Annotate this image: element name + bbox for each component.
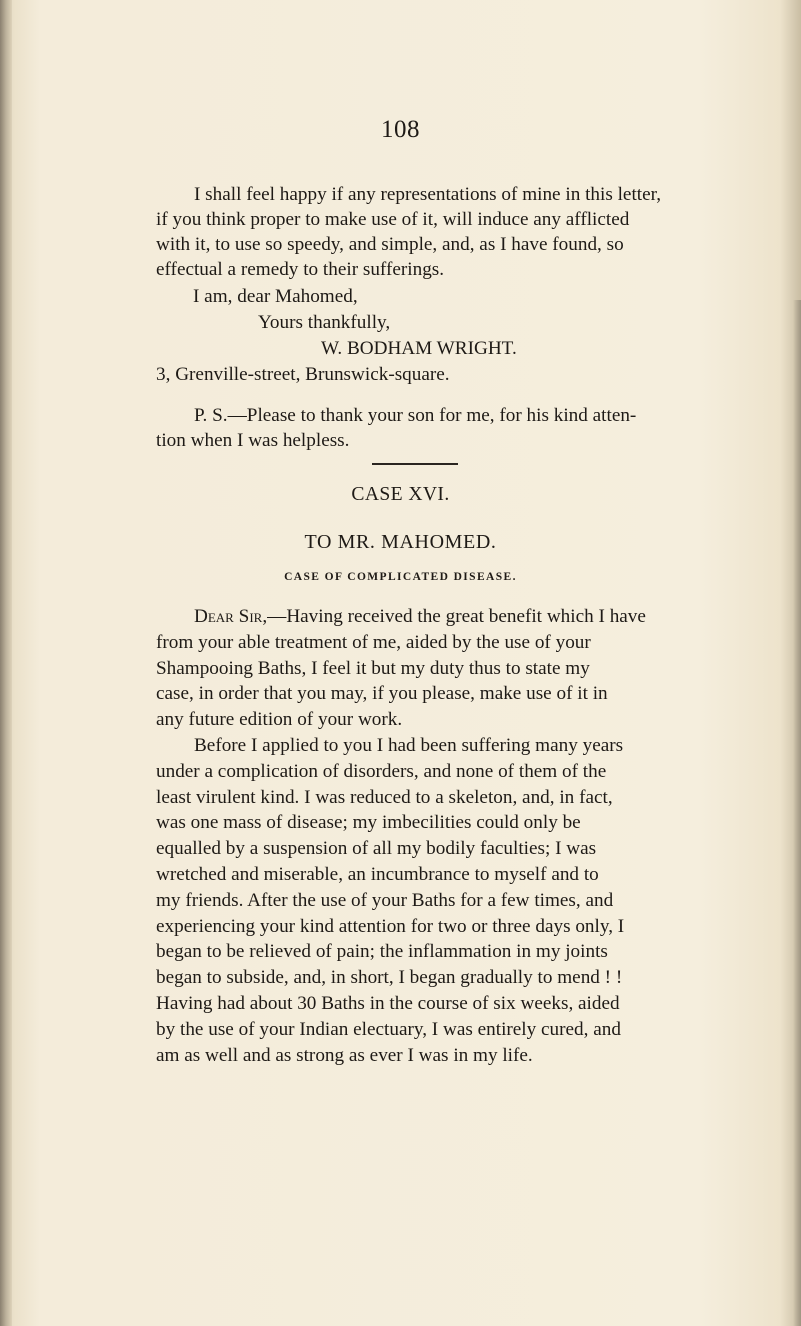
text-line: I shall feel happy if any representations of mine in this letter, (194, 184, 662, 205)
case-body (156, 604, 666, 1068)
text-line: began to be relieved of pain; the inflammation in my joints (156, 941, 608, 963)
text-line: equalled by a suspension of all my bodily faculties; I was (156, 838, 597, 860)
text-line (156, 604, 666, 630)
text-line: am as well and as strong as ever I was in my life. (156, 1044, 533, 1066)
letter-paragraph (156, 182, 666, 282)
text-line: experiencing your kind attention for two or three days only, I (156, 915, 625, 937)
text-line: by the use of your Indian electuary, I was entirely cured, and (156, 1018, 621, 1040)
text-line: wretched and miserable, an incumbrance to myself and to (156, 863, 599, 885)
case-recipient: TO MR. MAHOMED. (304, 531, 497, 553)
text-line: began to subside, and, in short, I began gradually to mend ! ! (156, 967, 623, 989)
text-line: P. S.—Please to thank your son for me, for his kind atten- (194, 405, 637, 426)
salutation: Dear Sir, (194, 606, 268, 627)
text-line: under a complication of disorders, and none of them of the (156, 760, 607, 782)
case-subtitle: CASE OF COMPLICATED DISEASE. (284, 571, 517, 583)
text-line: if you think proper to make use of it, will induce any afflicted (156, 209, 630, 230)
page-number: 108 (381, 116, 420, 143)
section-divider (372, 463, 458, 465)
case-title: CASE XVI. (351, 484, 450, 505)
text-line: with it, to use so speedy, and simple, and, as I have found, so (156, 234, 624, 255)
text-line: case, in order that you may, if you please, make use of it in (156, 683, 608, 705)
text-line: Having had about 30 Baths in the course of six weeks, aided (156, 992, 620, 1014)
text-line-rest: —Having received the great benefit which I have (267, 606, 646, 627)
text-line: Shampooing Baths, I feel it but my duty thus to state my (156, 657, 590, 679)
binding-gutter (0, 0, 12, 1326)
letter-closing: I am, dear Mahomed, (193, 286, 358, 307)
text-line: was one mass of disease; my imbecilities could only be (156, 812, 581, 834)
letter-address: 3, Grenville-street, Brunswick-square. (156, 364, 450, 385)
postscript (156, 403, 666, 453)
text-line: Before I applied to you I had been suffering many years (194, 734, 624, 756)
text-line: any future edition of your work. (156, 709, 403, 731)
letter-signature: W. BODHAM WRIGHT. (321, 338, 517, 359)
text-line: least virulent kind. I was reduced to a skeleton, and, in fact, (156, 786, 613, 808)
text-line: my friends. After the use of your Baths for a few times, and (156, 889, 614, 911)
page-edge-shadow (793, 300, 801, 1326)
text-line: tion when I was helpless. (156, 430, 350, 451)
letter-valediction: Yours thankfully, (258, 312, 391, 333)
text-line: from your able treatment of me, aided by the use of your (156, 631, 591, 653)
text-line: effectual a remedy to their sufferings. (156, 259, 445, 280)
